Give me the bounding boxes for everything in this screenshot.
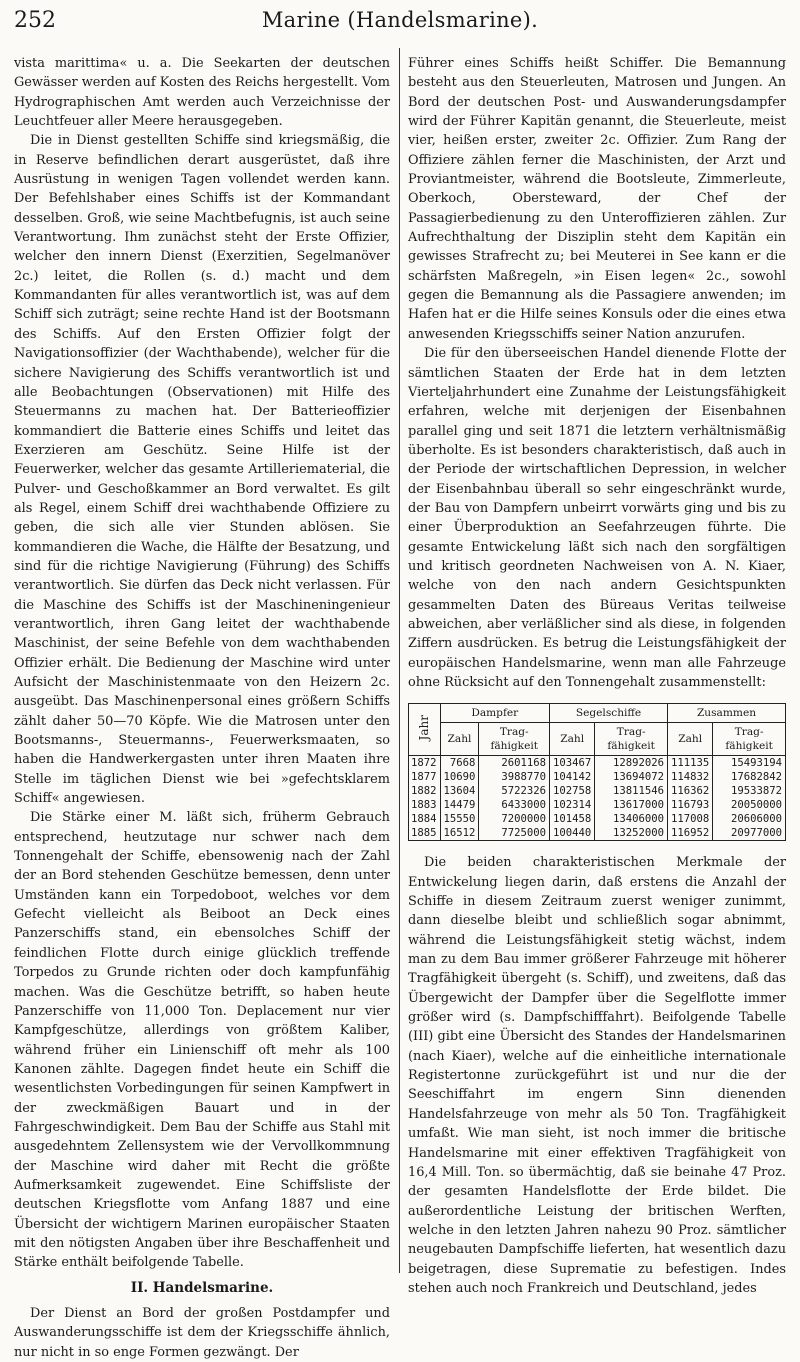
table-cell-z-zahl: 114832: [668, 770, 713, 784]
table-cell-d-trag: 3988770: [479, 770, 550, 784]
subheader-capacity: Trag-fähigkeit: [479, 723, 550, 756]
page-header: [14, 6, 786, 40]
group-header-steamers: Dampfer: [440, 704, 550, 723]
left-column: [14, 54, 390, 1362]
table-cell-year: 1883: [409, 798, 441, 812]
table-cell-s-zahl: 100440: [550, 826, 595, 841]
table-cell-d-zahl: 10690: [440, 770, 479, 784]
table-cell-z-trag: 20977000: [713, 826, 786, 841]
table-row: [409, 812, 786, 826]
table-cell-s-zahl: 103467: [550, 756, 595, 771]
table-cell-d-trag: 2601168: [479, 756, 550, 771]
table-cell-z-zahl: 111135: [668, 756, 713, 771]
table-cell-z-trag: 20606000: [713, 812, 786, 826]
paragraph: Der Dienst an Bord der großen Postdampfer und Auswanderungsschiffe ist dem der Kriegsschiffe ähnlich, nur nicht in so enge Formen gezwängt. Der: [14, 1306, 390, 1360]
table-cell-s-trag: 13252000: [595, 826, 668, 841]
year-header: Jahr: [409, 704, 441, 756]
table-cell-d-zahl: 16512: [440, 826, 479, 841]
section-title: II. Handelsmarine.: [130, 1279, 274, 1296]
merchant-fleet-table: [408, 703, 786, 841]
table-cell-s-zahl: 102314: [550, 798, 595, 812]
table-cell-s-zahl: 104142: [550, 770, 595, 784]
table-cell-s-zahl: 101458: [550, 812, 595, 826]
right-column: [408, 54, 786, 1298]
subheader-count: Zahl: [550, 723, 595, 756]
paragraph: Die beiden charakteristischen Merkmale der Entwickelung liegen darin, daß erstens die Anzahl der Schiffe in diesem Zeitraum zuerst weniger zunimmt, dann dieselbe bleibt und schließlich sogar abnimmt, während die Leistungsfähigkeit stetig wächst, indem man zu dem Bau immer größerer Fahrzeuge mit höherer Tragfähigkeit übergeht (s. Schiff), und zweitens, daß das Übergewicht der Dampfer über die Segelflotte immer größer wird (s. Dampfschifffahrt). Beifolgende Tabelle (III) gibt eine Übersicht des Standes der Handelsmarinen (nach Kiaer), welche auf die einheitliche internationale Registertonne zurückgeführt ist und nur die der Seeschiffahrt im engern Sinn dienenden Handelsfahrzeuge von mehr als 50 Ton. Tragfähigkeit umfaßt. Wie man sieht, ist noch immer die britische Handelsmarine mit einer effektiven Tragfähigkeit von 16,4 Mill. Ton. so übermächtig, daß sie beinahe 47 Proz. der gesamten Handelsflotte der Erde bildet. Die außerordentliche Leistung der britischen Werften, welche in den letzten Jahren nahezu 90 Proz. sämtlicher neugebauten Dampfschiffe lieferten, hat wesentlich dazu beigetragen, diese Suprematie zu befestigen. Indes stehen auch noch Frankreich und Deutschland, jedes: [408, 855, 786, 1296]
table-cell-d-trag: 5722326: [479, 784, 550, 798]
table-cell-d-zahl: 15550: [440, 812, 479, 826]
table-cell-z-trag: 17682842: [713, 770, 786, 784]
column-divider: [399, 48, 400, 1273]
table-cell-s-zahl: 102758: [550, 784, 595, 798]
table-cell-d-trag: 6433000: [479, 798, 550, 812]
table-cell-s-trag: 13406000: [595, 812, 668, 826]
table-cell-year: 1882: [409, 784, 441, 798]
table-cell-d-trag: 7725000: [479, 826, 550, 841]
table-cell-s-trag: 12892026: [595, 756, 668, 771]
table-cell-z-trag: 15493194: [713, 756, 786, 771]
table-cell-d-zahl: 13604: [440, 784, 479, 798]
paragraph: Führer eines Schiffs heißt Schiffer. Die Bemannung besteht aus den Steuerleuten, Matrosen und Jungen. An Bord der deutschen Post- und Auswanderungsdampfer wird der Führer Kapitän genannt, die Steuerleute, meist vier, heißen erster, zweiter 2c. Offizier. Zum Rang der Offiziere zählen ferner die Maschinisten, der Arzt und Proviantmeister, während die Bootsleute, Zimmerleute, Oberkoch, Obersteward, der Chef der Passagierbedienung zu den Unteroffizieren zählen. Zur Aufrechthaltung der Disziplin steht dem Kapitän ein gewisses Strafrecht zu; bei Meuterei in See kann er die schärfsten Maßregeln, »in Eisen legen« 2c., sowohl gegen die Bemannung als die Passagiere anwenden; im Hafen hat er die Hilfe seines Konsuls oder die eines etwa anwesenden Kriegsschiffs seiner Nation anzurufen.: [408, 56, 786, 342]
subheader-count: Zahl: [668, 723, 713, 756]
table-row: [409, 756, 786, 771]
table-cell-year: 1884: [409, 812, 441, 826]
running-title: Marine (Handelsmarine).: [261, 8, 539, 32]
paragraph: Die für den überseeischen Handel dienende Flotte der sämtlichen Staaten der Erde hat in dem letzten Vierteljahrhundert eine Zunahme der Leistungsfähigkeit erfahren, welche mit derjenigen der Eisenbahnen parallel ging und seit 1871 die letztern verhältnismäßig überholte. Es ist besonders charakteristisch, daß auch in der Periode der wirtschaftlichen Depression, in welcher der Eisenbahnbau überall so sehr eingeschränkt wurde, der Bau von Dampfern unbeirrt vorwärts ging und bis zu einer Überproduktion an Seefahrzeugen führte. Die gesamte Entwickelung läßt sich nach den sorgfältigen und kritisch geordneten Nachweisen von A. N. Kiaer, welche von den nach andern Gesichtspunkten gesammelten Daten des Büreaus Veritas teilweise abweichen, aber verläßlicher sind als diese, in folgenden Ziffern ausdrücken. Es betrug die Leistungsfähigkeit der europäischen Handelsmarine, wenn man alle Fahrzeuge ohne Rücksicht auf den Tonnengehalt zusammenstellt:: [408, 346, 786, 690]
table-cell-z-zahl: 116793: [668, 798, 713, 812]
table-cell-year: 1877: [409, 770, 441, 784]
subheader-capacity: Trag-fähigkeit: [595, 723, 668, 756]
paragraph: vista marittima« u. a. Die Seekarten der deutschen Gewässer werden auf Kosten des Reichs hergestellt. Vom Hydrographischen Amt werden auch Verzeichnisse der Leuchtfeuer aller Meere herausgegeben.: [14, 56, 391, 130]
table-cell-s-trag: 13811546: [595, 784, 668, 798]
table-cell-z-trag: 20050000: [713, 798, 786, 812]
table-cell-z-zahl: 116362: [668, 784, 713, 798]
table-cell-z-zahl: 116952: [668, 826, 713, 841]
table-cell-d-trag: 7200000: [479, 812, 550, 826]
table-cell-year: 1885: [409, 826, 441, 841]
subheader-capacity: Trag-fähigkeit: [713, 723, 786, 756]
table-row: [409, 798, 786, 812]
page-number: 252: [14, 8, 56, 33]
table-row: [409, 826, 786, 841]
table-cell-z-zahl: 117008: [668, 812, 713, 826]
table-cell-d-zahl: 7668: [440, 756, 479, 771]
table-cell-s-trag: 13617000: [595, 798, 668, 812]
paragraph: Die in Dienst gestellten Schiffe sind kriegsmäßig, die in Reserve befindlichen derart ausgerüstet, daß ihre Ausrüstung in wenigen Tagen vollendet werden kann. Der Befehlshaber eines Schiffs ist der Kommandant desselben. Groß, wie seine Machtbefugnis, ist auch seine Verantwortung. Ihm zunächst steht der Erste Offizier, welcher den innern Dienst (Exerzitien, Segelmanöver 2c.) leitet, die Rollen (s. d.) macht und dem Kommandanten für alles verantwortlich ist, was auf dem Schiff sich zuträgt; seine rechte Hand ist der Bootsmann des Schiffs. Auf den Ersten Offizier folgt der Navigationsoffizier (der Wachthabende), welcher für die sichere Navigierung des Schiffs verantwortlich ist und alle Beobachtungen (Observationen) mit Hilfe des Steuermanns zu machen hat. Der Batterieoffizier kommandiert die Batterie eines Schiffs und leitet das Exerzieren am Geschütz. Seine Hilfe ist der Feuerwerker, welcher das gesamte Artilleriematerial, die Pulver- und Geschoßkammer an Bord verwaltet. Es gilt als Regel, einem Schiff drei wachthabende Offiziere zu geben, die sich alle vier Stunden ablösen. Sie kommandieren die Wache, die Hälfte der Besatzung, und sind für die richtige Navigierung (Führung) des Schiffs verantwortlich. Sie dürfen das Deck nicht verlassen. Für die Maschine des Schiffs ist der Maschineningenieur verantwortlich, ihren Gang leitet der wachthabende Maschinist, der seine Befehle von dem wachthabenden Offizier erhält. Die Bedienung der Maschine wird unter Aufsicht der Maschinistenmaate von den Heizern 2c. ausgeübt. Das Maschinenpersonal eines größern Schiffs zählt daher 50—70 Köpfe. Wie die Matrosen unter den Bootsmanns-, Steuermanns-, Feuerwerksmaaten, so haben die Handwerkergasten unter ihren Maaten ihre Stelle im täglichen Dienst wie bei »gefechtsklarem Schiff« angewiesen.: [14, 133, 390, 807]
table-cell-s-trag: 13694072: [595, 770, 668, 784]
paragraph: Die Stärke einer M. läßt sich, früherm Gebrauch entsprechend, heutzutage nur schwer nach dem Tonnengehalt der Schiffe, ebensowenig nach der Zahl der an Bord stehenden Geschütze bemessen, denn unter Umständen kann ein Torpedoboot, welches vor dem Gefecht vielleicht als Beiboot an Deck eines Panzerschiffs stand, ein ebensolches Schiff der feindlichen Flotte durch einige glücklich treffende Torpedos zu Grunde richten oder doch kampfunfähig machen. Was die Geschütze betrifft, so haben heute Panzerschiffe von 11,000 Ton. Deplacement nur vier Kampfgeschütze, allerdings von größtem Kaliber, während früher ein Linienschiff oft mehr als 100 Kanonen zählte. Dagegen findet heute ein Schiff die wesentlichsten Vorbedingungen für seinen Kampfwert in der zweckmäßigen Bauart und in der Fahrgeschwindigkeit. Dem Bau der Schiffe aus Stahl mit ausgedehntem Zellensystem wie der Vervollkommnung der Maschine wird daher mit Recht die größte Aufmerksamkeit zugewendet. Eine Schiffsliste der deutschen Kriegsflotte vom Anfang 1887 und eine Übersicht der wichtigern Marinen europäischer Staaten mit den nötigsten Angaben über ihre Beschaffenheit und Stärke enthält beifolgende Tabelle.: [14, 810, 390, 1271]
subheader-count: Zahl: [440, 723, 479, 756]
table-row: [409, 770, 786, 784]
table-cell-z-trag: 19533872: [713, 784, 786, 798]
table-cell-year: 1872: [409, 756, 441, 771]
table-row: [409, 784, 786, 798]
group-header-total: Zusammen: [668, 704, 786, 723]
group-header-sailing: Segelschiffe: [550, 704, 668, 723]
table-cell-d-zahl: 14479: [440, 798, 479, 812]
